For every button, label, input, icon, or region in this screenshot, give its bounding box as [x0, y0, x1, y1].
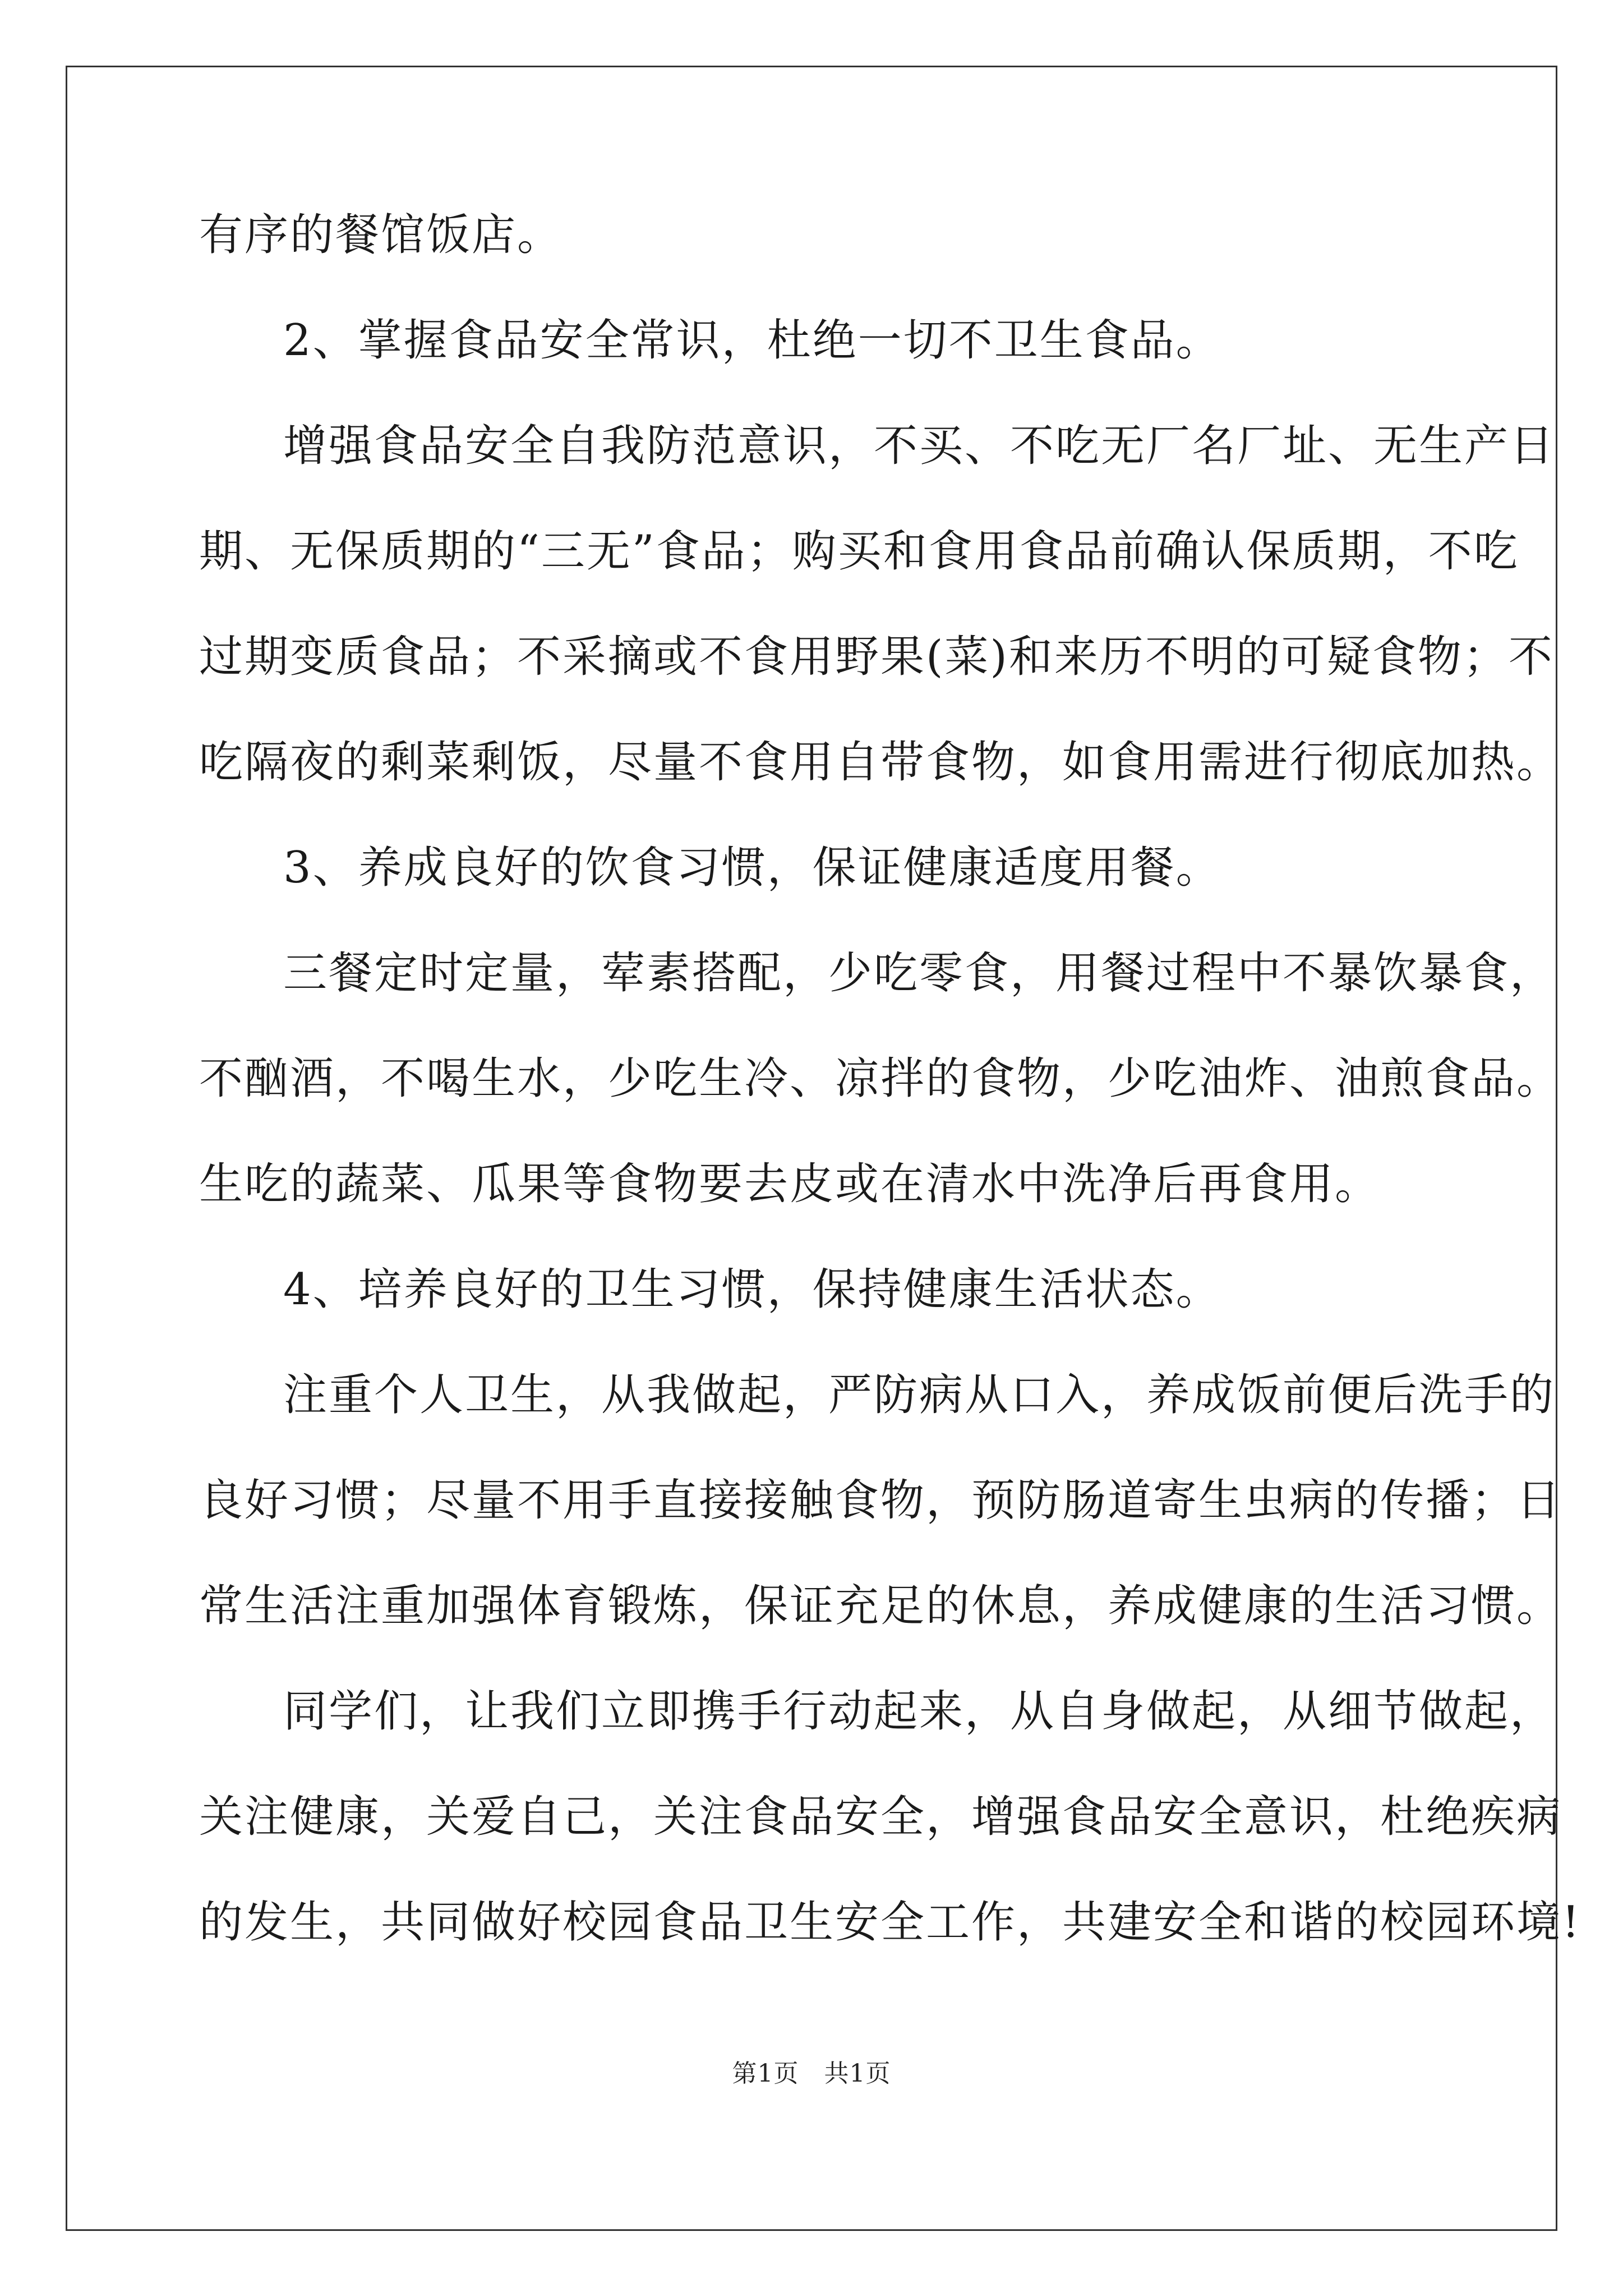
- text-line: 生吃的蔬菜、瓜果等食物要去皮或在清水中洗净后再食用。: [199, 1159, 1381, 1209]
- text-line: 关注健康，关爱自己，关注食品安全，增强食品安全意识，杜绝疾病: [199, 1792, 1562, 1842]
- text-line: 不酗酒，不喝生水，少吃生冷、凉拌的食物，少吃油炸、油煎食品。: [199, 1053, 1562, 1104]
- section-heading-2: 2、掌握食品安全常识，杜绝一切不卫生食品。: [283, 315, 1221, 366]
- text-line: 常生活注重加强体育锻炼，保证充足的休息，养成健康的生活习惯。: [199, 1581, 1562, 1631]
- text-line: 有序的餐馆饭店。: [199, 210, 563, 260]
- text-line: 同学们，让我们立即携手行动起来，从自身做起，从细节做起，: [283, 1686, 1556, 1737]
- page-number-footer: 第1页 共1页: [732, 2059, 891, 2088]
- document-body: [199, 210, 1581, 2006]
- text-line: 的发生，共同做好校园食品卫生安全工作，共建安全和谐的校园环境!: [199, 1897, 1581, 1948]
- section-heading-4: 4、培养良好的卫生习惯，保持健康生活状态。: [283, 1264, 1221, 1315]
- text-line: 三餐定时定量，荤素搭配，少吃零食，用餐过程中不暴饮暴食，: [283, 948, 1556, 999]
- section-heading-3: 3、养成良好的饮食习惯，保证健康适度用餐。: [283, 843, 1221, 893]
- text-line: 注重个人卫生，从我做起，严防病从口入，养成饭前便后洗手的: [283, 1370, 1556, 1420]
- text-line: 吃隔夜的剩菜剩饭，尽量不食用自带食物，如食用需进行彻底加热。: [199, 737, 1562, 788]
- text-line: 增强食品安全自我防范意识，不买、不吃无厂名厂址、无生产日: [283, 421, 1556, 471]
- text-line: 良好习惯；尽量不用手直接接触食物，预防肠道寄生虫病的传播；日: [199, 1475, 1562, 1526]
- text-line: 期、无保质期的“三无”食品；购买和食用食品前确认保质期，不吃: [199, 526, 1519, 577]
- text-line: 过期变质食品；不采摘或不食用野果(菜)和来历不明的可疑食物；不: [199, 632, 1554, 682]
